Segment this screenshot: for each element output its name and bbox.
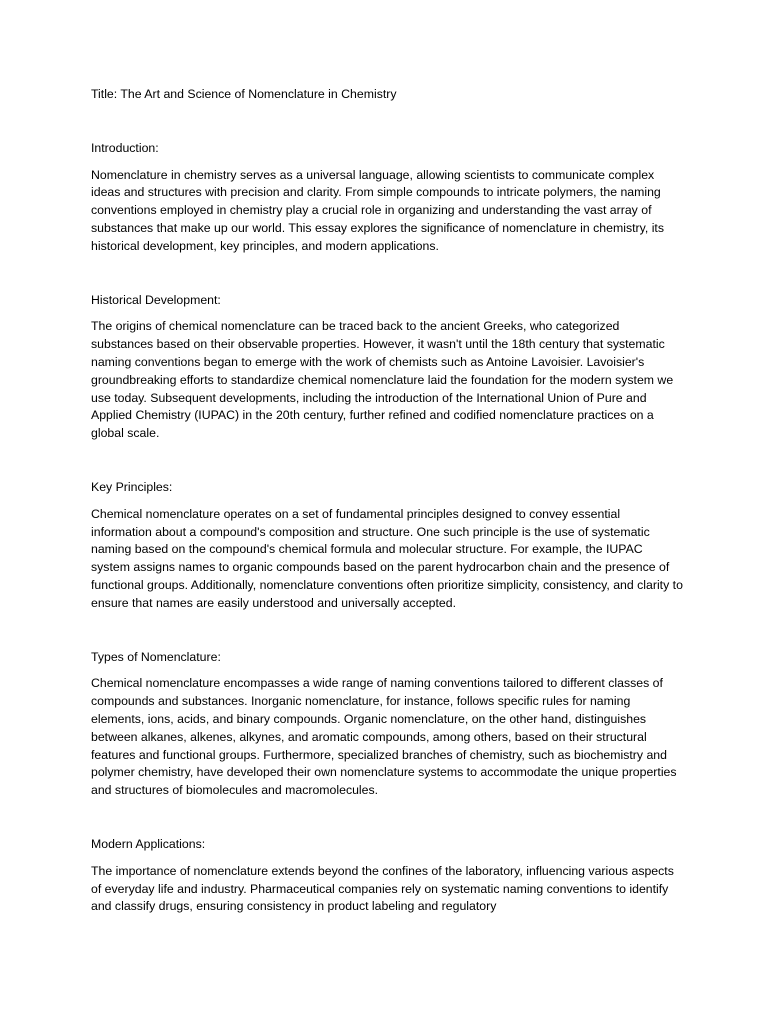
- section-heading: Introduction:: [91, 140, 159, 155]
- document-page: [91, 86, 683, 916]
- section-paragraph: The importance of nomenclature extends beyond the confines of the laboratory, influencing various aspects of everyday life and industry. Pharmaceutical companies rely on systematic naming conventions to identify and classify drugs, ensuring consistency in product labeling and regulatory: [91, 863, 674, 914]
- section-paragraph: The origins of chemical nomenclature can be traced back to the ancient Greeks, who categorized substances based on their observable properties. However, it wasn't until the 18th century that systematic naming conventions began to emerge with the work of chemists such as Antoine Lavoisier. Lavoisier's groundbreaking efforts to standardize chemical nomenclature laid the foundation for the modern system we use today. Subsequent developments, including the introduction of the International Union of Pure and Applied Chemistry (IUPAC) in the 20th century, further refined and codified nomenclature practices on a global scale.: [91, 319, 674, 441]
- section-modern-applications: [91, 836, 683, 916]
- section-heading: Historical Development:: [91, 292, 221, 307]
- section-types-of-nomenclature: [91, 649, 683, 800]
- section-heading: Modern Applications:: [91, 836, 206, 851]
- section-heading: Types of Nomenclature:: [91, 649, 221, 664]
- document-title: Title: The Art and Science of Nomenclature in Chemistry: [91, 87, 397, 101]
- section-heading: Key Principles:: [91, 479, 173, 494]
- section-paragraph: Chemical nomenclature encompasses a wide range of naming conventions tailored to different classes of compounds and substances. Inorganic nomenclature, for instance, follows specific rules for naming elements, ions, acids, and binary compounds. Organic nomenclature, on the other hand, distinguishes between alkanes, alkenes, alkynes, and aromatic compounds, among others, based on their structural features and functional groups. Furthermore, specialized branches of chemistry, such as biochemistry and polymer chemistry, have developed their own nomenclature systems to accommodate the unique properties and structures of biomolecules and macromolecules.: [91, 676, 677, 798]
- section-key-principles: [91, 479, 683, 613]
- section-historical-development: [91, 292, 683, 443]
- section-paragraph: Chemical nomenclature operates on a set of fundamental principles designed to convey essential information about a compound's composition and structure. One such principle is the use of systematic naming based on the compound's chemical formula and molecular structure. For example, the IUPAC system assigns names to organic compounds based on the parent hydrocarbon chain and the presence of functional groups. Additionally, nomenclature conventions often prioritize simplicity, consistency, and clarity to ensure that names are easily understood and universally accepted.: [91, 506, 683, 610]
- section-paragraph: Nomenclature in chemistry serves as a universal language, allowing scientists to communicate complex ideas and structures with precision and clarity. From simple compounds to intricate polymers, the naming conventions employed in chemistry play a crucial role in organizing and understanding the vast array of substances that make up our world. This essay explores the significance of nomenclature in chemistry, its historical development, key principles, and modern applications.: [91, 167, 664, 253]
- section-introduction: [91, 140, 683, 256]
